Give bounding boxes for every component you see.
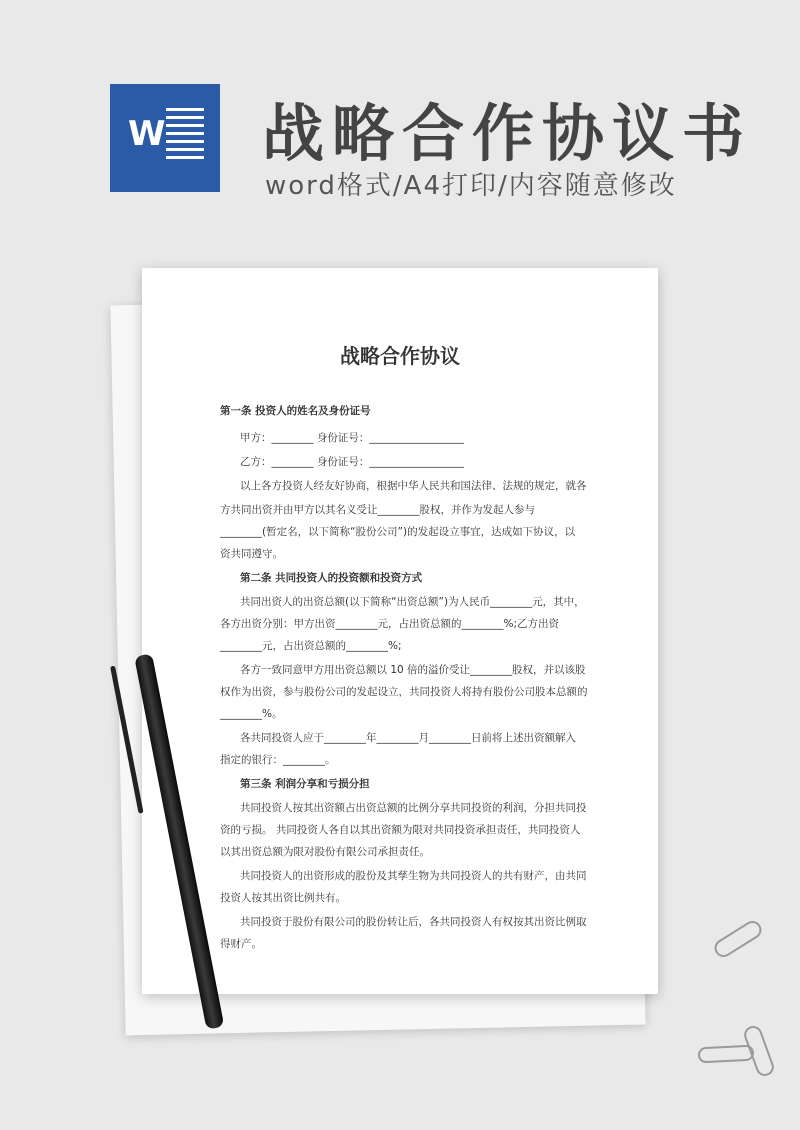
- doc-line: ________元，占出资总额的________%;: [220, 640, 402, 652]
- word-logo-icon: [110, 84, 220, 192]
- doc-line: 以上各方投资人经友好协商，根据中华人民共和国法律、法规的规定，就各: [240, 480, 587, 492]
- main-title: 战略合作协议书: [262, 97, 753, 170]
- doc-line: 方共同出资并由甲方以其名义受让________股权，并作为发起人参与: [220, 504, 535, 516]
- section-heading: 第一条 投资人的姓名及身份证号: [220, 405, 371, 417]
- doc-line: 共同投资人按其出资额占出资总额的比例分享共同投资的利润，分担共同投: [240, 802, 587, 814]
- paperclip-icon: [711, 918, 765, 961]
- doc-line: 资共同遵守。: [220, 548, 283, 560]
- doc-line: 各方一致同意甲方用出资总额以 10 倍的溢价受让________股权，并以该股: [240, 664, 586, 676]
- doc-line: 指定的银行：________。: [220, 754, 336, 766]
- sub-title: word格式/A4打印/内容随意修改: [265, 171, 677, 201]
- doc-line: 以其出资总额为限对股份有限公司承担责任。: [220, 846, 430, 858]
- doc-line: 投资人按其出资比例共有。: [220, 892, 346, 904]
- section-heading: 第二条 共同投资人的投资额和投资方式: [240, 572, 423, 584]
- doc-line: 乙方：________ 身份证号：__________________: [240, 456, 464, 468]
- doc-line: 共同出资人的出资总额(以下简称“出资总额”)为人民币________元，其中，: [240, 596, 585, 608]
- doc-line: 共同投资人的出资形成的股份及其孳生物为共同投资人的共有财产，由共同: [240, 870, 587, 882]
- document-page: [142, 268, 658, 994]
- section-heading: 第三条 利润分享和亏损分担: [240, 778, 370, 790]
- doc-line: 甲方：________ 身份证号：__________________: [240, 432, 464, 444]
- paperclip-icon: [698, 1045, 755, 1064]
- doc-line: 资的亏损。 共同投资人各自以其出资额为限对共同投资承担责任，共同投资人: [220, 824, 581, 836]
- word-letter: W: [128, 114, 166, 154]
- doc-line: 得财产。: [220, 938, 262, 950]
- doc-lines-icon: [166, 108, 204, 164]
- doc-line: 共同投资于股份有限公司的股份转让后，各共同投资人有权按其出资比例取: [240, 916, 587, 928]
- doc-line: 权作为出资，参与股份公司的发起设立，共同投资人将持有股份公司股本总额的: [220, 686, 588, 698]
- doc-line: 各方出资分别：甲方出资________元，占出资总额的________%;乙方出资: [220, 618, 560, 630]
- doc-line: ________%。: [220, 708, 283, 720]
- doc-line: ________(暂定名，以下简称“股份公司”)的发起设立事宜，达成如下协议，以: [220, 526, 576, 538]
- doc-line: 各共同投资人应于________年________月________日前将上述出资额解入: [240, 732, 576, 744]
- document-title: 战略合作协议: [340, 344, 460, 368]
